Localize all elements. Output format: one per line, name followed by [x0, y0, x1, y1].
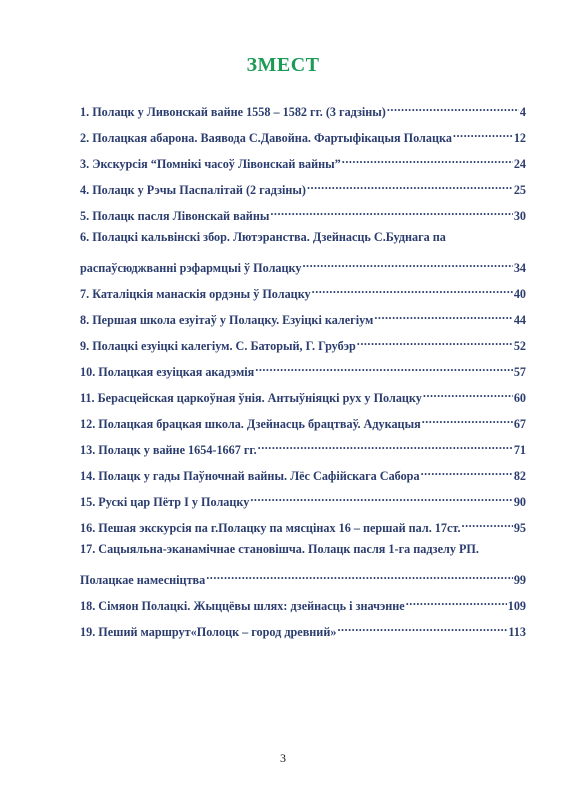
dot-leader — [374, 307, 512, 324]
toc-entry-page-number: 67 — [513, 417, 526, 431]
dot-leader — [406, 593, 507, 610]
toc-entry[interactable] — [80, 489, 526, 509]
toc-entry-line — [80, 567, 526, 587]
toc-entry-title: 2. Полацкая абарона. Ваявода С.Давойна. Фартыфікацыя Полацка — [80, 131, 452, 145]
toc-entry-page-number: 82 — [513, 469, 526, 483]
toc-entry-title: 15. Рускі цар Пётр І у Полацку — [80, 495, 250, 509]
toc-entry-page-number: 57 — [513, 365, 526, 379]
dot-leader — [387, 99, 519, 116]
toc-entry-page-number: 25 — [513, 183, 526, 197]
toc-entry-line — [80, 489, 526, 509]
toc-entry[interactable] — [80, 619, 526, 639]
toc-entry-title: 14. Полацк у гады Паўночнай вайны. Лёс Сафійскага Сабора — [80, 469, 420, 483]
toc-entry-line — [80, 541, 526, 558]
toc-entry-page-number: 60 — [513, 391, 526, 405]
toc-entry-line — [80, 203, 526, 223]
toc-entry-page-number: 90 — [513, 495, 526, 509]
toc-entry[interactable] — [80, 281, 526, 301]
toc-entry[interactable] — [80, 411, 526, 431]
toc-entry-title: 16. Пешая экскурсія па г.Полацку па мясцінах 16 – першай пал. 17ст. — [80, 521, 461, 535]
toc-entry-title: 11. Берасцейская царкоўная ўнія. Антыўніяцкі рух у Полацку — [80, 391, 422, 405]
toc-entry-title: 19. Пеший маршрут«Полоцк – город древний» — [80, 625, 337, 639]
dot-leader — [453, 125, 513, 142]
toc-entry-page-number: 40 — [513, 287, 526, 301]
toc-entry-page-number: 12 — [513, 131, 526, 145]
toc-entry-line — [80, 437, 526, 457]
toc-entry[interactable] — [80, 359, 526, 379]
dot-leader — [337, 619, 507, 636]
toc-entry-line — [80, 411, 526, 431]
dot-leader — [250, 489, 512, 506]
toc-entry-line — [80, 281, 526, 301]
toc-entry[interactable] — [80, 463, 526, 483]
toc-entry-page-number: 4 — [519, 105, 526, 119]
toc-entry[interactable] — [80, 515, 526, 535]
toc-entry-page-number: 109 — [507, 599, 526, 613]
toc-entry-title: 10. Полацкая езуіцкая акадэмія — [80, 365, 255, 379]
toc-entry-page-number: 95 — [513, 521, 526, 535]
toc-entry-page-number: 113 — [508, 625, 526, 639]
toc-entry-line — [80, 515, 526, 535]
toc-entry-line — [80, 619, 526, 639]
toc-entry-line — [80, 359, 526, 379]
dot-leader — [357, 333, 513, 350]
toc-entry-page-number: 24 — [513, 157, 526, 171]
toc-entry[interactable] — [80, 593, 526, 613]
toc-entry-title: 5. Полацк пасля Лівонскай вайны — [80, 209, 270, 223]
toc-entry-page-number: 71 — [513, 443, 526, 457]
toc-entry-line — [80, 177, 526, 197]
toc-entry-line — [80, 593, 526, 613]
dot-leader — [421, 463, 513, 480]
toc-entry-line — [80, 463, 526, 483]
toc-entry-title: распаўсюджванні рэфармцыі ў Полацку — [80, 261, 302, 275]
toc-entry-line — [80, 307, 526, 327]
toc-entry-title: 17. Сацыяльна-эканамічнае становішча. Полацк пасля 1-га падзелу РП. — [80, 542, 479, 556]
toc-entry-title: 9. Полацкі езуіцкі калегіум. С. Баторый, Г. Грубэр — [80, 339, 356, 353]
toc-entry-title: Полацкае намесніцтва — [80, 573, 206, 587]
toc-entry[interactable] — [80, 437, 526, 457]
dot-leader — [422, 411, 513, 428]
dot-leader — [270, 203, 512, 220]
toc-entry-line — [80, 255, 526, 275]
toc-entry-title: 3. Экскурсія “Помнікі часоў Лівонскай вайны” — [80, 157, 341, 171]
toc-entry-page-number: 44 — [513, 313, 526, 327]
dot-leader — [462, 515, 513, 532]
toc-entry[interactable] — [80, 203, 526, 223]
toc-entry[interactable] — [80, 333, 526, 353]
dot-leader — [258, 437, 513, 454]
toc-entry[interactable] — [80, 541, 526, 587]
toc-entry[interactable] — [80, 151, 526, 171]
toc-entry-line — [80, 151, 526, 171]
toc-entry-title: 1. Полацк у Ливонскай вайне 1558 – 1582 гг. (3 гадзіны) — [80, 105, 386, 119]
toc-entry[interactable] — [80, 307, 526, 327]
toc-entry-title: 7. Каталіцкія манаскія ордэны ў Полацку — [80, 287, 311, 301]
toc-entry-line — [80, 385, 526, 405]
toc-entry-title: 18. Сімяон Полацкі. Жыццёвы шлях: дзейнасць і значэнне — [80, 599, 405, 613]
dot-leader — [342, 151, 513, 168]
page-number: 3 — [280, 751, 286, 765]
dot-leader — [423, 385, 513, 402]
toc-entry-page-number: 34 — [513, 261, 526, 275]
toc-entry-line — [80, 125, 526, 145]
dot-leader — [307, 177, 513, 194]
toc-entry[interactable] — [80, 385, 526, 405]
dot-leader — [206, 567, 513, 584]
table-of-contents — [80, 99, 526, 645]
toc-entry[interactable] — [80, 177, 526, 197]
toc-entry-line — [80, 229, 526, 246]
page-title: ЗМЕСТ — [246, 54, 320, 76]
dot-leader — [255, 359, 513, 376]
toc-entry[interactable] — [80, 99, 526, 119]
toc-entry-title: 4. Полацк у Рэчы Паспалітай (2 гадзіны) — [80, 183, 306, 197]
toc-entry[interactable] — [80, 229, 526, 275]
toc-entry-line — [80, 333, 526, 353]
toc-entry[interactable] — [80, 125, 526, 145]
toc-entry-page-number: 30 — [513, 209, 526, 223]
toc-entry-title: 6. Полацкі кальвінскі збор. Лютэранства. Дзейнасць С.Буднага па — [80, 230, 446, 244]
dot-leader — [312, 281, 513, 298]
toc-entry-title: 8. Першая школа езуітаў у Полацку. Езуіцкі калегіум — [80, 313, 374, 327]
toc-entry-page-number: 52 — [513, 339, 526, 353]
toc-entry-title: 13. Полацк у вайне 1654-1667 гг. — [80, 443, 257, 457]
toc-entry-title: 12. Полацкая брацкая школа. Дзейнасць брацтваў. Адукацыя — [80, 417, 421, 431]
toc-entry-page-number: 99 — [513, 573, 526, 587]
dot-leader — [303, 255, 513, 272]
toc-entry-line — [80, 99, 526, 119]
